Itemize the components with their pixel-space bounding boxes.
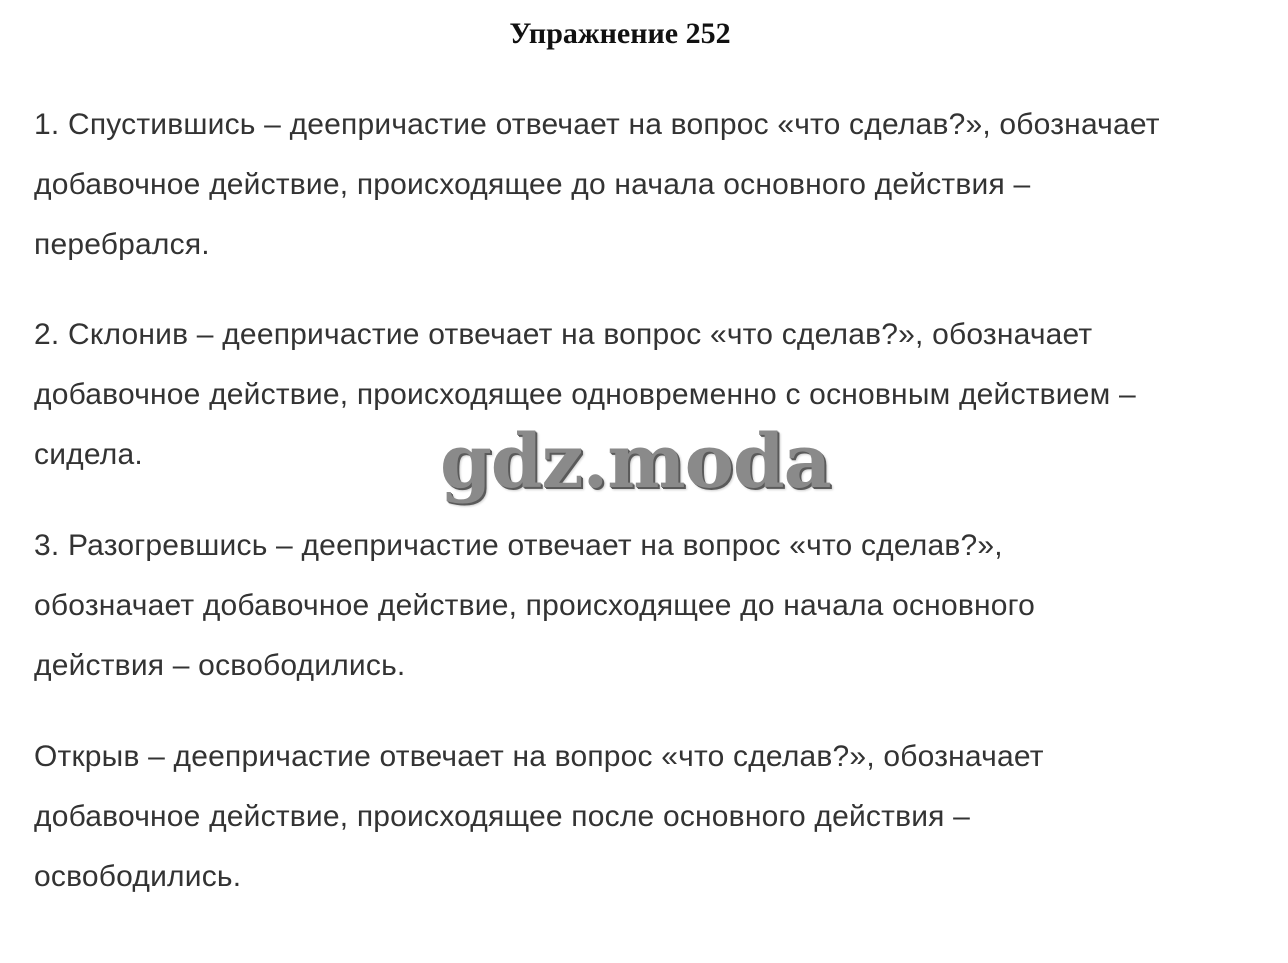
answer-paragraph-3 xyxy=(34,516,1234,696)
answer-paragraph-4 xyxy=(34,727,1234,907)
paragraph-line: 2. Склонив – деепричастие отвечает на вопрос «что сделав?», обозначает xyxy=(34,318,1093,351)
paragraph-line: перебрался. xyxy=(34,228,210,261)
answer-paragraph-1 xyxy=(34,95,1234,275)
paragraph-line: 1. Спустившись – деепричастие отвечает на вопрос «что сделав?», обозначает xyxy=(34,108,1160,141)
paragraph-line: Открыв – деепричастие отвечает на вопрос «что сделав?», обозначает xyxy=(34,740,1044,773)
paragraph-line: обозначает добавочное действие, происходящее до начала основного xyxy=(34,589,1035,622)
paragraph-line: добавочное действие, происходящее до начала основного действия – xyxy=(34,168,1031,201)
paragraph-line: освободились. xyxy=(34,860,242,893)
page-title: Упражнение 252 xyxy=(509,17,731,50)
answer-paragraph-2 xyxy=(34,305,1234,485)
paragraph-line: добавочное действие, происходящее одновременно с основным действием – xyxy=(34,378,1136,411)
paragraph-line: сидела. xyxy=(34,438,143,471)
paragraph-line: действия – освободились. xyxy=(34,649,406,682)
watermark-text: gdz.moda xyxy=(440,419,831,505)
paragraph-line: добавочное действие, происходящее после основного действия – xyxy=(34,800,971,833)
paragraph-line: 3. Разогревшись – деепричастие отвечает на вопрос «что сделав?», xyxy=(34,529,1003,562)
